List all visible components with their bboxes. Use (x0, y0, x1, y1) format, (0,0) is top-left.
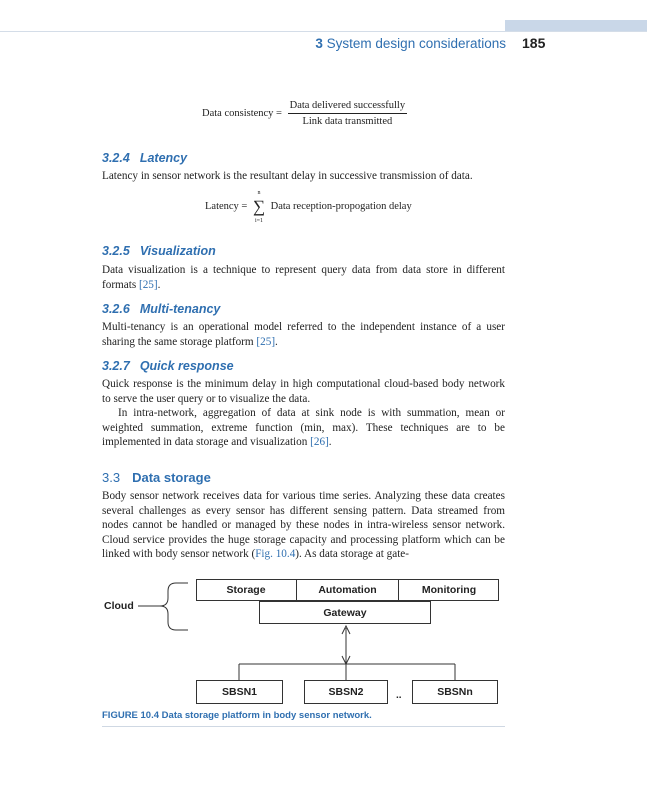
gateway-box: Gateway (259, 601, 431, 624)
storage-service: Storage (226, 584, 266, 596)
figure-caption-label: FIGURE 10.4 (102, 710, 160, 721)
paragraph-quick-response-1: Quick response is the minimum delay in high computational cloud-based body network to serve the user query or to visualize the data. (102, 378, 505, 405)
cloud-label: Cloud (104, 600, 134, 612)
paragraph-latency: Latency in sensor network is the resultant delay in successive transmission of data. (102, 170, 473, 182)
paragraph-visualization: Data visualization is a technique to represent query data from data store in different formats [25]. (102, 264, 505, 291)
equation-lhs: Latency = (205, 200, 248, 212)
paragraph-quick-response-2: In intra-network, aggregation of data at sink node is with summation, mean or weighted summation, extreme function (min, max). These techniques are to be implemented in data storage and visualization [26]. (102, 407, 505, 449)
node-sbsn1: SBSN1 (196, 680, 283, 704)
node-sbsn2: SBSN2 (304, 680, 388, 704)
node-ellipsis: .. (396, 690, 402, 701)
section-heading-data-storage: 3.3 Data storage (102, 470, 211, 485)
automation-service: Automation (318, 584, 377, 596)
sum-upper-limit: n (257, 190, 261, 196)
paragraph-data-storage: Body sensor network receives data for various time series. Analyzing these data creates several challenges as every sensor has different sensing pattern. Data streamed from nodes cannot be handled or managed by these nodes in intra-wireless sensor network. Cloud service provides the huge storage capacity and processing platform which can be linked with body sensor network (Fig. 10.4). As data storage at gate- (102, 490, 505, 561)
sum-lower-limit: i=1 (254, 218, 264, 224)
section-heading-latency: 3.2.4 Latency (102, 151, 188, 165)
equation-summand: Data reception-propogation delay (270, 200, 412, 212)
section-heading-visualization: 3.2.5 Visualization (102, 244, 216, 258)
citation-link[interactable]: [25] (256, 335, 276, 348)
cloud-brace (160, 583, 188, 630)
section-heading-multitenancy: 3.2.6 Multi-tenancy (102, 302, 221, 316)
caption-rule (102, 726, 505, 727)
citation-link[interactable]: [26] (310, 436, 329, 449)
figure-caption (102, 710, 372, 721)
equation-numerator: Data delivered successfully (288, 100, 407, 114)
figure-caption-text: Data storage platform in body sensor network. (161, 710, 372, 721)
summation-sign: n ∑ i=1 (252, 190, 266, 224)
paragraph-multitenancy: Multi-tenancy is an operational model referred to the independent instance of a user sharing the same storage platform [25]. (102, 321, 505, 348)
chapter-title: System design considerations (326, 36, 506, 51)
chapter-number: 3 (315, 36, 323, 51)
figure-reference-link[interactable]: Fig. 10.4 (255, 548, 296, 561)
citation-link[interactable]: [25] (138, 278, 158, 291)
equation-lhs: Data consistency = (202, 107, 282, 119)
monitoring-service: Monitoring (421, 584, 477, 596)
section-heading-quick-response: 3.2.7 Quick response (102, 359, 234, 373)
equation-denominator: Link data transmitted (302, 116, 393, 127)
node-sbsnn: SBSNn (412, 680, 498, 704)
page-number: 185 (522, 35, 546, 51)
